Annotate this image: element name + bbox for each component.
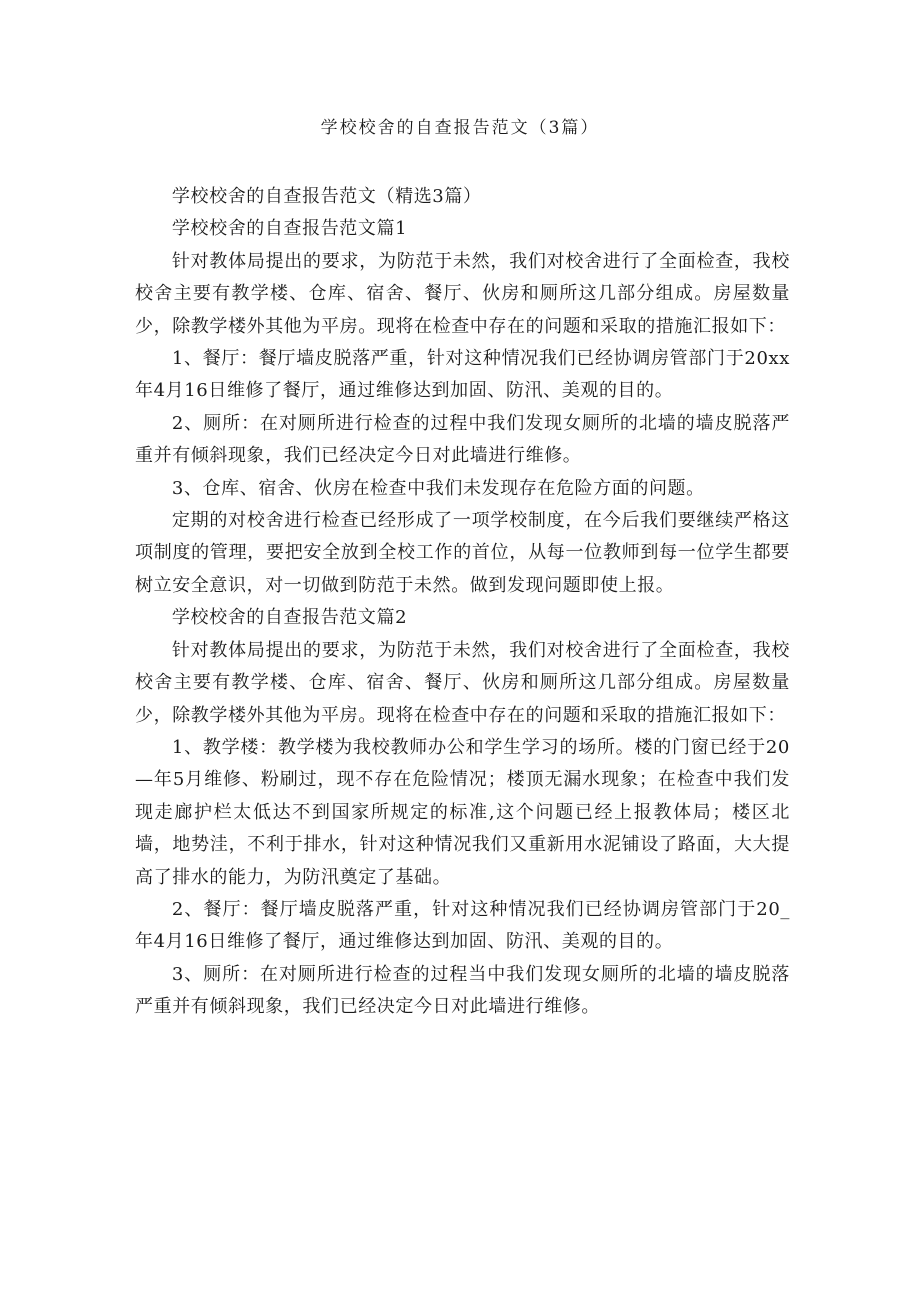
paragraph-heading-2: 学校校舍的自查报告范文篇2 (171, 607, 408, 629)
paragraph: 1、教学楼：教学楼为我校教师办公和学生学习的场所。楼的门窗已经于20—年5月维修、粉刷过，现不存在危险情况；楼顶无漏水现象；在检查中我们发现走廊护栏太低达不到国家所规定的标准,这个问题已经上报教体局；楼区北墙，地势洼，不利于排水，针对这种情况我们又重新用水泥铺设了路面，大大提高了排水的能力，为防汛奠定了基础。 (135, 736, 790, 888)
paragraph-subtitle: 学校校舍的自查报告范文（精选3篇） (171, 186, 482, 207)
paragraph: 3、仓库、宿舍、伙房在检查中我们未发现存在危险方面的问题。 (171, 477, 705, 499)
paragraph: 1、餐厅：餐厅墙皮脱落严重，针对这种情况我们已经协调房管部门于20xx年4月16日维修了餐厅，通过维修达到加固、防汛、美观的目的。 (135, 348, 790, 402)
paragraph: 3、厕所：在对厕所进行检查的过程当中我们发现女厕所的北墙的墙皮脱落严重并有倾斜现象，我们已经决定今日对此墙进行维修。 (135, 963, 790, 1018)
paragraph-heading-1: 学校校舍的自查报告范文篇1 (171, 218, 408, 240)
paragraph: 定期的对校舍进行检查已经形成了一项学校制度，在今后我们要继续严格这项制度的管理，要把安全放到全校工作的首位，从每一位教师到每一位学生都要树立安全意识，对一切做到防范于未然。做到发现问题即使上报。 (135, 510, 790, 596)
paragraph: 针对教体局提出的要求，为防范于未然，我们对校舍进行了全面检查，我校校舍主要有教学楼、仓库、宿舍、餐厅、伙房和厕所这几部分组成。房屋数量少，除教学楼外其他为平房。现将在检查中存在的问题和采取的措施汇报如下： (135, 250, 790, 337)
paragraph: 2、厕所：在对厕所进行检查的过程中我们发现女厕所的北墙的墙皮脱落严重并有倾斜现象，我们已经决定今日对此墙进行维修。 (135, 412, 790, 467)
paragraph: 针对教体局提出的要求，为防范于未然，我们对校舍进行了全面检查，我校校舍主要有教学楼、仓库、宿舍、餐厅、伙房和厕所这几部分组成。房屋数量少，除教学楼外其他为平房。现将在检查中存在的问题和采取的措施汇报如下： (135, 639, 790, 726)
document-body (135, 181, 790, 1024)
paragraph: 2、餐厅：餐厅墙皮脱落严重，针对这种情况我们已经协调房管部门于20_年4月16日维修了餐厅，通过维修达到加固、防汛、美观的目的。 (135, 898, 790, 953)
document-title: 学校校舍的自查报告范文（3篇） (320, 118, 600, 138)
